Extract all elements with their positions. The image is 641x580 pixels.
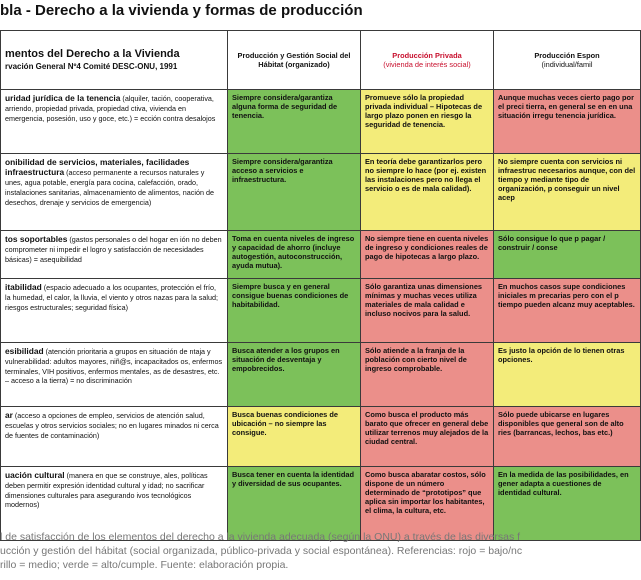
cell-private: No siempre tiene en cuenta niveles de ingreso y condiciones reales de pago de hipotecas a largo plazo. xyxy=(361,231,494,279)
table-row xyxy=(1,279,641,343)
element-description: (acceso permanente a recursos naturales y unes, agua potable, energía para cocina, calefacción, orado, instalaciones sanitarias, almacenamiento de alimentos, nación de desechos, drenaje y servicios de emergencia) xyxy=(5,168,214,207)
element-description: (atención prioritaria a grupos en situación de ntaja y vulnerabilidad: adultos mayores, niñ@s, incapacitados os, enfermos terminales, VIH positivos, enfermos mentales, as de desastres, etc. – acceso a la tierra) = no discriminación xyxy=(5,347,223,386)
element-description: (espacio adecuado a los ocupantes, protección el frío, la humedad, el calor, la lluvia, el viento y otros nazas para la salud; riesgos estructurales; seguridad física) xyxy=(5,283,218,312)
row-element-habitability xyxy=(1,279,228,343)
rights-table xyxy=(0,30,641,541)
cell-social: Siempre busca y en general consigue buenas condiciones de habitabilidad. xyxy=(228,279,361,343)
cell-spontaneous: En muchos casos supe condiciones iniciales m precarias pero con el p tiempo pueden alcanz muy aceptables. xyxy=(494,279,641,343)
cell-social: Toma en cuenta niveles de ingreso y capacidad de ahorro (incluye autogestión, autoconstrucción, ayuda mutua). xyxy=(228,231,361,279)
cell-spontaneous: No siempre cuenta con servicios ni infraestruc necesarios aunque, con del tiempo y mediante tipo de organización, p conseguir un nivel acep xyxy=(494,154,641,231)
table-row xyxy=(1,407,641,467)
figure-caption xyxy=(0,530,580,572)
row-element-tenure xyxy=(1,90,228,154)
element-title: uridad jurídica de la tenencia xyxy=(5,93,121,103)
row-element-accessibility xyxy=(1,343,228,407)
element-title: esibilidad xyxy=(5,346,44,356)
caption-line: l de satisfacción de los elementos del derecho a la vivienda adecuada (según la ONU) a través de las diversas f xyxy=(0,531,521,543)
cell-spontaneous: Sólo puede ubicarse en lugares disponibles que general son de alto ries (barrancas, lechos, bas etc.) xyxy=(494,407,641,467)
element-description: (acceso a opciones de empleo, servicios de atención salud, escuelas y otros servicios sociales; no en lugares minados ni cerca de fuentes de contaminación) xyxy=(5,411,219,440)
cell-spontaneous: En la medida de las posibilidades, en gener adapta a cuestiones de identidad cultural. xyxy=(494,467,641,541)
element-title: ar xyxy=(5,410,13,420)
header-spontaneous-sublabel: (individual/famil xyxy=(541,60,593,69)
element-description: (gastos personales o del hogar en ión no deben comprometer ni impedir el logro y satisfacción de necesidades básicas) = asequibilidad xyxy=(5,235,222,264)
header-private-label: Producción Privada xyxy=(392,50,462,60)
element-description: (alquiler, tación, cooperativa, arriendo, propiedad privada, propiedad ctiva, vivienda en emergencia, posesión, uso y goce, etc.) = ección contra desalojos xyxy=(5,94,216,123)
cell-spontaneous: Aunque muchas veces cierto pago por el preci tierra, en general se en en una situación irregu tenencia jurídica. xyxy=(494,90,641,154)
header-social-label: Producción y Gestión Social del Hábitat (organizado) xyxy=(237,50,351,69)
table-row xyxy=(1,343,641,407)
cell-private: Como busca el producto más barato que ofrecer en general debe utilizar terrenos muy alejados de la ciudad central. xyxy=(361,407,494,467)
header-social xyxy=(228,31,361,90)
cell-private: Sólo atiende a la franja de la población con cierto nivel de ingreso comprobable. xyxy=(361,343,494,407)
header-private-sublabel: (vivienda de interés social) xyxy=(383,60,471,69)
element-title: tos soportables xyxy=(5,234,68,244)
header-private xyxy=(361,31,494,90)
header-spontaneous xyxy=(494,31,641,90)
row-element-costs xyxy=(1,231,228,279)
cell-spontaneous: Sólo consigue lo que p pagar / construir / conse xyxy=(494,231,641,279)
header-elements-subtitle: rvación General Nº4 Comité DESC-ONU, 1991 xyxy=(5,61,178,71)
cell-social: Busca atender a los grupos en situación de desventaja y empobrecidos. xyxy=(228,343,361,407)
cell-private: Sólo garantiza unas dimensiones mínimas y muchas veces utiliza materiales de mala calidad e incluso nocivos para la salud. xyxy=(361,279,494,343)
element-title: onibilidad de servicios, materiales, facilidades infraestructura xyxy=(5,157,190,178)
table-row xyxy=(1,231,641,279)
document-title: bla - Derecho a la vivienda y formas de producción xyxy=(0,2,363,19)
table-row xyxy=(1,90,641,154)
table-header-row xyxy=(1,31,641,90)
cell-social: Busca tener en cuenta la identidad y diversidad de sus ocupantes. xyxy=(228,467,361,541)
cell-social: Siempre considera/garantiza alguna forma de seguridad de tenencia. xyxy=(228,90,361,154)
caption-line: ucción y gestión del hábitat (social organizada, público-privada y social espontánea). Referencias: rojo = bajo/nc xyxy=(0,545,523,557)
header-elements-title: mentos del Derecho a la Vivienda xyxy=(5,48,180,61)
cell-private: Promueve sólo la propiedad privada individual – Hipotecas de largo plazo ponen en riesgo la seguridad de tenencia. xyxy=(361,90,494,154)
row-element-services xyxy=(1,154,228,231)
cell-spontaneous: Es justo la opción de lo tienen otras opciones. xyxy=(494,343,641,407)
element-title: uación cultural xyxy=(5,470,65,480)
element-description: (manera en que se construye, ales, políticas deben permitir expresión identidad cultural y idad; no sacrificar dimensiones culturales para asegurando ivos tecnológicos modernos) xyxy=(5,471,208,510)
row-element-location xyxy=(1,407,228,467)
cell-social: Siempre considera/garantiza acceso a servicios e infraestructura. xyxy=(228,154,361,231)
element-title: itabilidad xyxy=(5,282,42,292)
header-elements xyxy=(1,31,228,90)
cell-social: Busca buenas condiciones de ubicación – no siempre las consigue. xyxy=(228,407,361,467)
table-row xyxy=(1,154,641,231)
header-spontaneous-label: Producción Espon xyxy=(534,50,600,60)
cell-private: Como busca abaratar costos, sólo dispone de un número determinado de “prototipos” que aplica sin importar los habitantes, el clima, la cultura, etc. xyxy=(361,467,494,541)
caption-line: rillo = medio; verde = alto/cumple. Fuente: elaboración propia. xyxy=(0,559,289,571)
cell-private: En teoría debe garantizarlos pero no siempre lo hace (por ej. existen las instalaciones pero no llega el servicio o es de mala calidad). xyxy=(361,154,494,231)
